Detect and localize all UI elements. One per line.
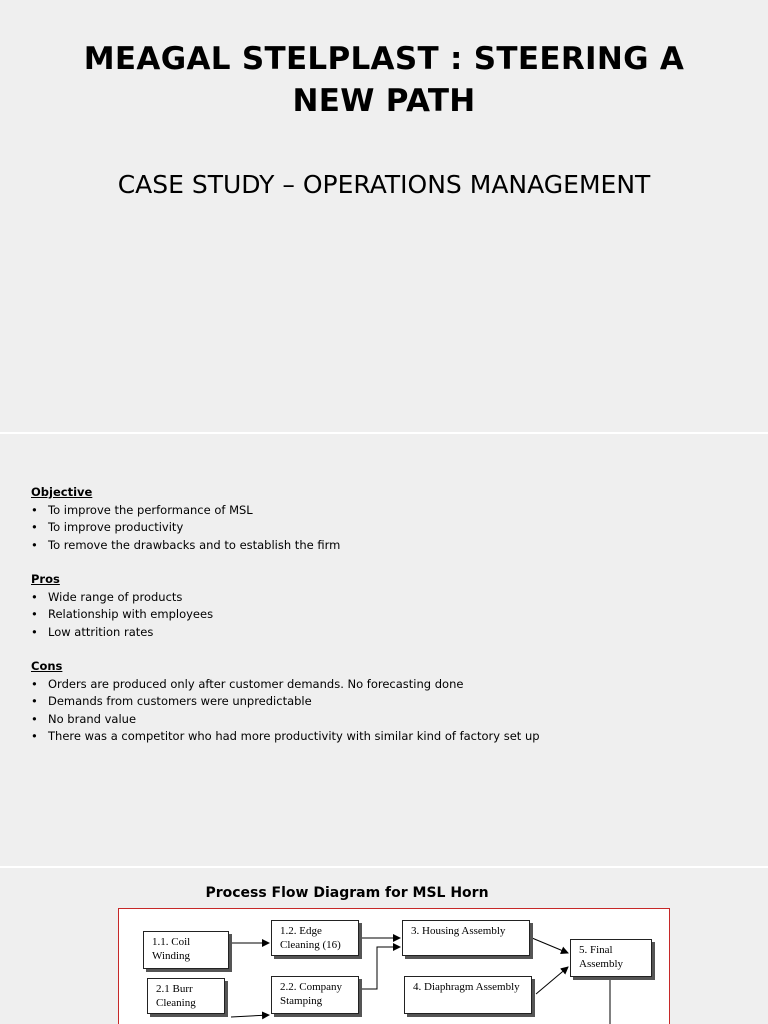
bullet-icon: • [31,729,38,743]
list-item [31,519,540,537]
cons-section [31,658,540,746]
bullet-list [31,676,540,746]
pros-section [31,571,540,641]
list-item [31,606,540,624]
housing-assembly-box: 3. Housing Assembly [402,920,530,956]
list-item [31,728,540,746]
bullet-icon: • [31,607,38,621]
analysis-content [31,484,540,763]
list-item-text: To improve productivity [48,520,184,534]
bullet-list [31,502,540,555]
list-item-text: Low attrition rates [48,624,154,639]
list-item [31,537,540,555]
company-stamping-box: 2.2. Company Stamping [271,976,359,1014]
list-item-text: To improve the performance of MSL [48,502,253,517]
list-item-text: Relationship with employees [48,607,214,621]
bullet-icon: • [31,537,38,552]
arrow-burr-to-stamping [231,1015,269,1017]
list-item [31,502,540,520]
diagram-title: Process Flow Diagram for MSL Horn [205,885,489,901]
list-item [31,589,540,607]
analysis-slide [0,434,768,866]
list-item [31,693,540,711]
final-assembly-box: 5. Final Assembly [570,939,652,977]
process-flow-slide [0,868,768,1024]
bullet-icon: • [31,502,38,517]
arrow-diaphragm-to-final [536,967,568,994]
bullet-list [31,589,540,642]
edge-cleaning-box: 1.2. Edge Cleaning (16) [271,920,359,956]
list-item [31,676,540,694]
slide-subtitle: CASE STUDY – OPERATIONS MANAGEMENT [117,170,651,199]
bullet-icon: • [31,694,38,708]
list-item-text: To remove the drawbacks and to establish the firm [48,537,341,552]
list-item-text: There was a competitor who had more productivity with similar kind of factory set up [48,729,540,743]
list-item-text: No brand value [48,711,137,726]
diaphragm-assembly-box: 4. Diaphragm Assembly [404,976,532,1014]
bullet-icon: • [31,711,38,726]
bullet-icon: • [31,676,38,691]
list-item-text: Wide range of products [48,589,183,604]
objective-section [31,484,540,554]
bullet-icon: • [31,589,38,604]
list-item-text: Demands from customers were unpredictable [48,694,312,708]
arrow-housing-to-final [532,938,568,953]
section-heading: Pros [31,572,60,586]
title-slide [0,0,768,432]
coil-winding-box: 1.1. Coil Winding [143,931,229,969]
bullet-icon: • [31,520,38,534]
slide-title: MEAGAL STELPLAST : STEERING A NEW PATH [83,41,685,119]
section-heading: Cons [31,659,63,673]
bullet-icon: • [31,624,38,639]
section-heading: Objective [31,485,93,499]
list-item [31,711,540,729]
list-item-text: Orders are produced only after customer demands. No forecasting done [48,676,464,691]
burr-cleaning-box: 2.1 Burr Cleaning [147,978,225,1014]
list-item [31,624,540,642]
process-flow-diagram [118,908,670,1024]
arrow-stamping-to-housing [361,947,400,989]
